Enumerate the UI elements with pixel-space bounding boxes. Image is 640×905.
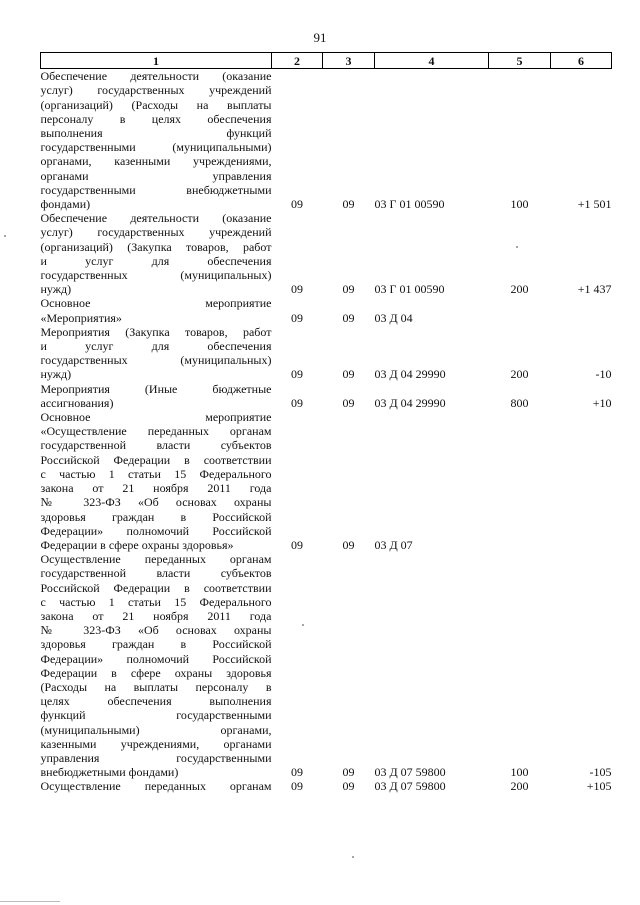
table-row xyxy=(41,296,612,324)
section-code: 09 xyxy=(291,310,303,325)
table-row xyxy=(41,211,612,296)
table-row xyxy=(41,325,612,382)
section-code: 09 xyxy=(291,367,303,382)
description-line: государственной власти субъектов xyxy=(40,566,272,581)
amount-change: +1 437 xyxy=(577,282,612,297)
subsection-code: 09 xyxy=(342,395,355,410)
description-line: (организаций) (Закупка товаров, работ xyxy=(40,239,272,254)
section-code: 09 xyxy=(291,197,303,212)
description-line: внебюджетными фондами) xyxy=(40,765,179,780)
target-article-code: 03 Г 01 00590 xyxy=(374,282,445,297)
scan-speck xyxy=(516,246,518,248)
row-description xyxy=(41,325,272,382)
subsection-code: 09 xyxy=(342,765,355,780)
description-line: (муниципальными) органами, xyxy=(40,722,272,737)
expense-type-code xyxy=(489,410,551,552)
column-header: 1 xyxy=(41,53,272,69)
description-line: государственной власти субъектов xyxy=(40,438,272,453)
description-line: функций государственными xyxy=(40,708,272,723)
description-line: и услуг для обеспечения xyxy=(40,339,272,354)
description-line: целях обеспечения выполнения xyxy=(40,694,272,709)
amount-change: -105 xyxy=(589,765,612,780)
description-line: Федерации в сфере охраны здоровья xyxy=(40,665,272,680)
description-line: Российской Федерации в соответствии xyxy=(40,580,272,595)
description-line: органами, казенными учреждениями, xyxy=(40,154,272,169)
description-line: здоровья граждан в Российской xyxy=(40,509,272,524)
scan-speck xyxy=(4,235,6,237)
expense-type-code: 200 xyxy=(510,282,529,297)
description-line: (организаций) (Расходы на выплаты xyxy=(40,97,272,112)
table-row xyxy=(41,779,612,793)
amount-change: +10 xyxy=(592,395,612,410)
target-article-code: 03 Д 07 xyxy=(374,537,413,552)
description-line: Обеспечение деятельности (оказание xyxy=(40,69,272,84)
section-code: 09 xyxy=(291,779,303,794)
description-line: Осуществление переданных органам xyxy=(40,779,272,794)
table-row xyxy=(41,69,612,212)
description-line: Федерации в сфере охраны здоровья» xyxy=(40,537,234,552)
description-line: нужд) xyxy=(40,367,72,382)
description-line: Основное мероприятие xyxy=(40,296,272,311)
description-line: Мероприятия (Закупка товаров, работ xyxy=(40,324,272,339)
table-row xyxy=(41,410,612,552)
description-line: управления государственными xyxy=(40,750,272,765)
description-line: нужд) xyxy=(40,282,72,297)
budget-table xyxy=(40,52,612,794)
target-article-code: 03 Д 04 xyxy=(374,310,413,325)
section-code: 09 xyxy=(291,395,303,410)
amount-change: +1 501 xyxy=(577,197,612,212)
description-line: ассигнования) xyxy=(40,395,114,410)
target-article-code: 03 Д 07 59800 xyxy=(374,779,446,794)
target-article-code: 03 Г 01 00590 xyxy=(374,197,445,212)
description-line: Мероприятия (Иные бюджетные xyxy=(40,381,272,396)
description-line: услуг) государственных учреждений xyxy=(40,83,272,98)
column-header: 3 xyxy=(323,53,375,69)
amount-change xyxy=(551,410,612,552)
target-article-code: 03 Д 04 29990 xyxy=(374,395,446,410)
subsection-code: 09 xyxy=(342,197,355,212)
expense-type-code xyxy=(489,296,551,324)
description-line: услуг) государственных учреждений xyxy=(40,225,272,240)
description-line: Федерации» полномочий Российской xyxy=(40,523,272,538)
description-line: государственными внебюджетными xyxy=(40,182,272,197)
scan-speck xyxy=(302,624,304,626)
row-description xyxy=(41,211,272,296)
row-description xyxy=(41,382,272,410)
description-line: и услуг для обеспечения xyxy=(40,253,272,268)
description-line: Осуществление переданных органам xyxy=(40,552,272,567)
column-header: 2 xyxy=(272,53,323,69)
subsection-code: 09 xyxy=(342,310,355,325)
row-description xyxy=(41,69,272,212)
description-line: государственными (муниципальными) xyxy=(40,140,272,155)
target-article-code: 03 Д 07 59800 xyxy=(374,765,446,780)
description-line: с частью 1 статьи 15 Федерального xyxy=(40,594,272,609)
description-line: здоровья граждан в Российской xyxy=(40,637,272,652)
page-number: 91 xyxy=(313,30,327,45)
table-header-row xyxy=(41,53,612,69)
row-description xyxy=(41,296,272,324)
subsection-code: 09 xyxy=(342,779,355,794)
expense-type-code: 200 xyxy=(510,367,529,382)
expense-type-code: 100 xyxy=(510,765,529,780)
description-line: с частью 1 статьи 15 Федерального xyxy=(40,466,272,481)
description-line: органами управления xyxy=(40,168,272,183)
subsection-code: 09 xyxy=(342,282,355,297)
column-header: 5 xyxy=(489,53,551,69)
section-code: 09 xyxy=(291,765,303,780)
description-line: казенными учреждениями, органами xyxy=(40,736,272,751)
column-header: 6 xyxy=(551,53,612,69)
row-description xyxy=(41,552,272,779)
target-article-code: 03 Д 04 29990 xyxy=(374,367,446,382)
expense-type-code: 800 xyxy=(510,395,529,410)
description-line: Обеспечение деятельности (оказание xyxy=(40,211,272,226)
description-line: № 323-ФЗ «Об основах охраны xyxy=(40,623,272,638)
description-line: государственных (муниципальных) xyxy=(40,353,272,368)
description-line: Основное мероприятие xyxy=(40,410,272,425)
description-line: выполнения функций xyxy=(40,126,272,141)
description-line: закона от 21 ноября 2011 года xyxy=(40,481,272,496)
amount-change: +105 xyxy=(586,779,612,794)
section-code: 09 xyxy=(291,282,303,297)
table-row xyxy=(41,382,612,410)
row-description xyxy=(41,779,272,793)
description-line: закона от 21 ноября 2011 года xyxy=(40,608,272,623)
scan-speck xyxy=(352,856,354,858)
subsection-code: 09 xyxy=(342,367,355,382)
expense-type-code: 200 xyxy=(510,779,529,794)
description-line: № 323-ФЗ «Об основах охраны xyxy=(40,495,272,510)
table-row xyxy=(41,552,612,779)
description-line: Российской Федерации в соответствии xyxy=(40,452,272,467)
expense-type-code: 100 xyxy=(510,197,529,212)
description-line: государственных (муниципальных) xyxy=(40,268,272,283)
subsection-code: 09 xyxy=(342,537,355,552)
description-line: персоналу в целях обеспечения xyxy=(40,111,272,126)
amount-change: -10 xyxy=(595,367,612,382)
description-line: фондами) xyxy=(40,197,91,212)
description-line: Федерации» полномочий Российской xyxy=(40,651,272,666)
row-description xyxy=(41,410,272,552)
description-line: «Мероприятия» xyxy=(40,310,122,325)
description-line: «Осуществление переданных органам xyxy=(40,424,272,439)
amount-change xyxy=(551,296,612,324)
scan-edge xyxy=(0,901,60,902)
column-header: 4 xyxy=(375,53,489,69)
section-code: 09 xyxy=(291,537,303,552)
description-line: (Расходы на выплаты персоналу в xyxy=(40,679,272,694)
